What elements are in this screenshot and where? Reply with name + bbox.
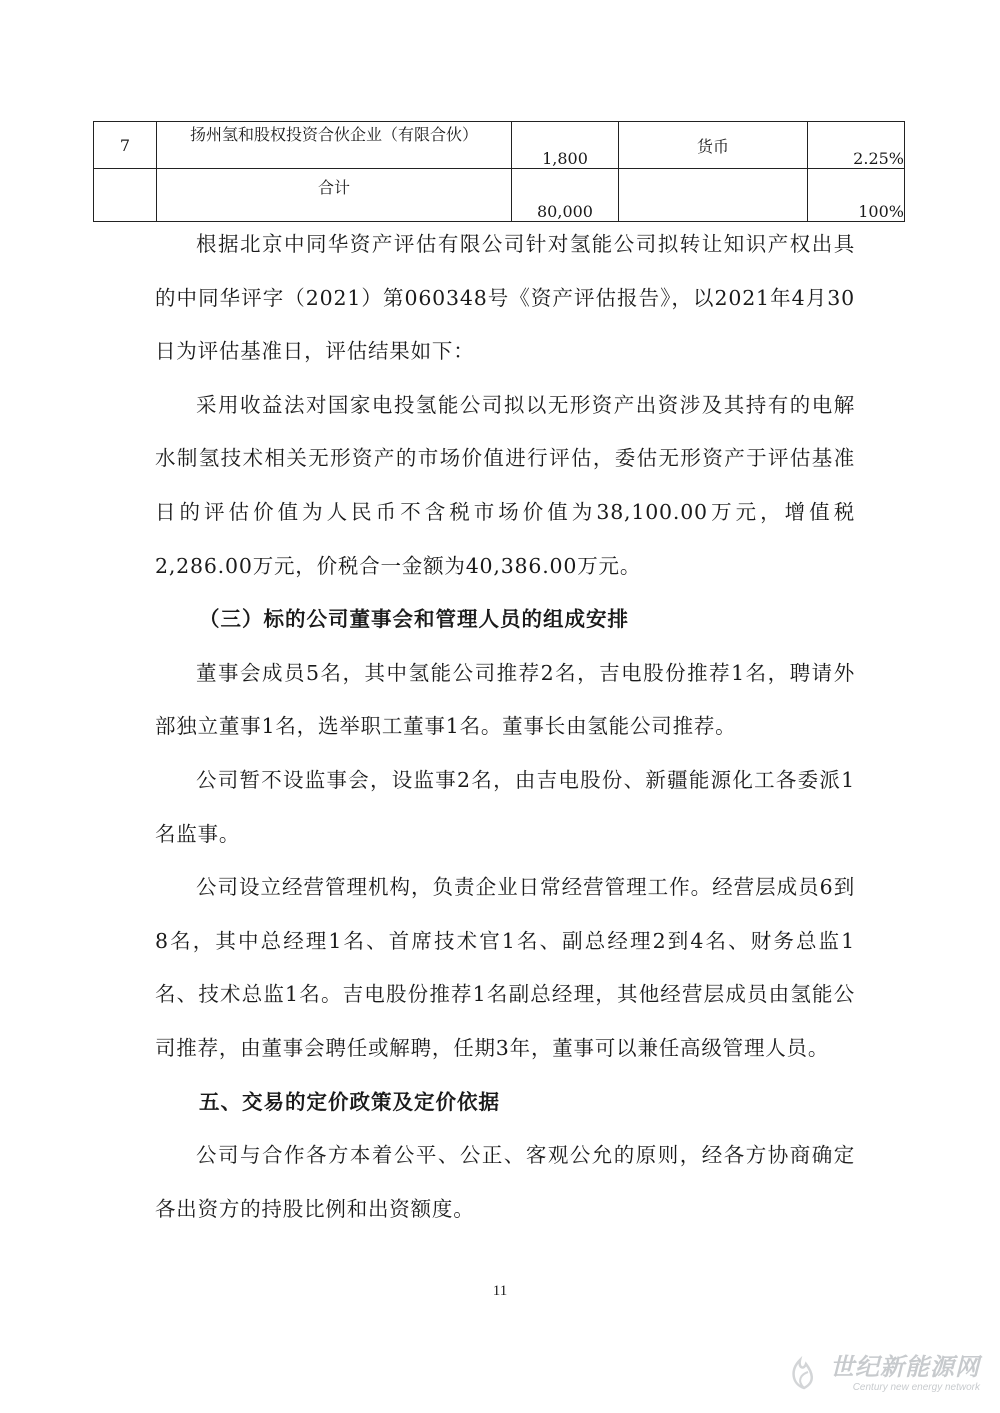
- watermark-cn: 世纪新能源网: [830, 1353, 980, 1381]
- total-label-cell: 合计: [157, 169, 512, 222]
- watermark-text: [830, 1347, 980, 1393]
- watermark: [782, 1347, 980, 1393]
- total-ratio-cell: 100%: [808, 169, 905, 222]
- total-amount-cell: 80,000: [512, 169, 619, 222]
- page-number: 11: [492, 1283, 508, 1299]
- ratio-cell: 2.25%: [808, 122, 905, 169]
- document-body: [155, 218, 855, 1236]
- paragraph-appraisal-result: 采用收益法对国家电投氢能公司拟以无形资产出资涉及其持有的电解水制氢技术相关无形资产的市场价值进行评估，委估无形资产于评估基准日的评估价值为人民币不含税市场价值为38,100.00万元，增值税2,286.00万元，价税合一金额为40,386.00万元。: [155, 392, 855, 578]
- paragraph-pricing-principle: 公司与合作各方本着公平、公正、客观公允的原则，经各方协商确定各出资方的持股比例和出资额度。: [155, 1143, 855, 1221]
- row-number-cell: [94, 169, 157, 222]
- flame-swirl-logo-icon: [782, 1348, 826, 1392]
- amount-cell: 1,800: [512, 122, 619, 169]
- section-heading-board: （三）标的公司董事会和管理人员的组成安排: [199, 607, 629, 632]
- watermark-en: Century new energy network: [852, 1382, 980, 1393]
- paragraph-appraisal-basis: 根据北京中同华资产评估有限公司针对氢能公司拟转让知识产权出具的中同华评字（2021）第060348号《资产评估报告》，以2021年4月30日为评估基准日，评估结果如下：: [155, 232, 855, 364]
- row-number-cell: 7: [94, 122, 157, 169]
- table-row: [94, 122, 905, 169]
- paragraph-board-members: 董事会成员5名，其中氢能公司推荐2名，吉电股份推荐1名，聘请外部独立董事1名，选举职工董事1名。董事长由氢能公司推荐。: [155, 660, 855, 739]
- paragraph-supervisors: 公司暂不设监事会，设监事2名，由吉电股份、新疆能源化工各委派1名监事。: [155, 767, 855, 846]
- contribution-form-cell: [619, 169, 808, 222]
- table-row-total: [94, 169, 905, 222]
- shareholding-table: [93, 121, 905, 222]
- contribution-form-cell: 货币: [619, 122, 808, 169]
- paragraph-management: 公司设立经营管理机构，负责企业日常经营管理工作。经营层成员6到8名，其中总经理1名、首席技术官1名、副总经理2到4名、财务总监1名、技术总监1名。吉电股份推荐1名副总经理，其他经营层成员由氢能公司推荐，由董事会聘任或解聘，任期3年，董事可以兼任高级管理人员。: [155, 875, 855, 1060]
- investor-name-cell: 扬州氢和股权投资合伙企业（有限合伙）: [157, 122, 512, 169]
- section-heading-pricing: 五、交易的定价政策及定价依据: [199, 1089, 500, 1114]
